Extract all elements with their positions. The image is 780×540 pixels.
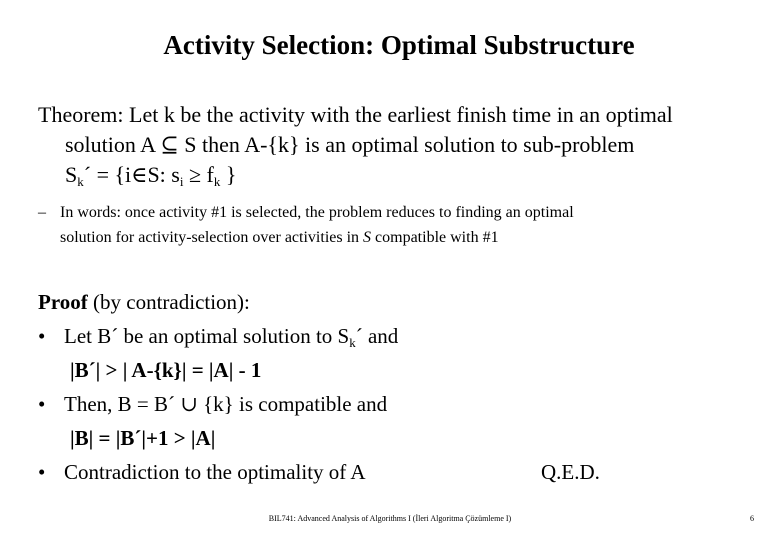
bullet-2: • (38, 392, 46, 416)
qed-mark: Q.E.D. (541, 460, 600, 484)
proof-bullet-2-line-2: |B| = |B´|+1 > |A| (70, 426, 216, 450)
theorem-sub-k: k (77, 174, 84, 189)
theorem-text-1: Let k be the activity with the earliest finish time in an optimal (123, 102, 673, 127)
proof-label: Proof (38, 290, 88, 314)
theorem-s: S (65, 162, 78, 187)
words-line-1: In words: once activity #1 is selected, the problem reduces to finding an optimal (60, 204, 574, 221)
theorem-line-3 (65, 160, 236, 190)
proof-bullet-1 (64, 319, 398, 353)
proof-bullet-3: Contradiction to the optimality of A (64, 460, 366, 484)
words-line-2 (60, 225, 499, 250)
words-line-2-s: S (363, 229, 372, 246)
theorem-line-1 (38, 100, 673, 130)
proof-b1-a: Let B´ be an optimal solution to S (64, 324, 350, 348)
bullet-3: • (38, 460, 46, 484)
proof-label-rest: (by contradiction): (87, 290, 250, 314)
words-line-2-b: compatible with #1 (371, 229, 499, 246)
theorem-sub-k2: k (213, 174, 221, 189)
theorem-sub-i: i (179, 174, 184, 189)
footer-page-number: 6 (750, 514, 754, 523)
bullet-1: • (38, 324, 46, 348)
theorem-line-2: solution A ⊆ S then A-{k} is an optimal solution to sub-problem (65, 132, 635, 157)
theorem-label: Theorem: (38, 102, 124, 127)
words-dash: – (38, 204, 46, 221)
words-line-2-a: solution for activity-selection over activities in (60, 229, 364, 246)
proof-heading (38, 285, 250, 319)
theorem-close: } (220, 162, 237, 187)
theorem-ge-f: ≥ f (183, 162, 214, 187)
slide-title: Activity Selection: Optimal Substructure (163, 30, 635, 60)
theorem-set-def: ´ = {i∈S: s (83, 162, 180, 187)
proof-bullet-1-line-2: |B´| > | A-{k}| = |A| - 1 (70, 358, 262, 382)
footer-course: BIL741: Advanced Analysis of Algorithms I (İleri Algoritma Çözümleme I) (268, 514, 512, 523)
proof-b1-b: ´ and (355, 324, 399, 348)
proof-b1-sub: k (349, 335, 356, 350)
proof-bullet-2: Then, B = B´ ∪ {k} is compatible and (64, 392, 388, 416)
